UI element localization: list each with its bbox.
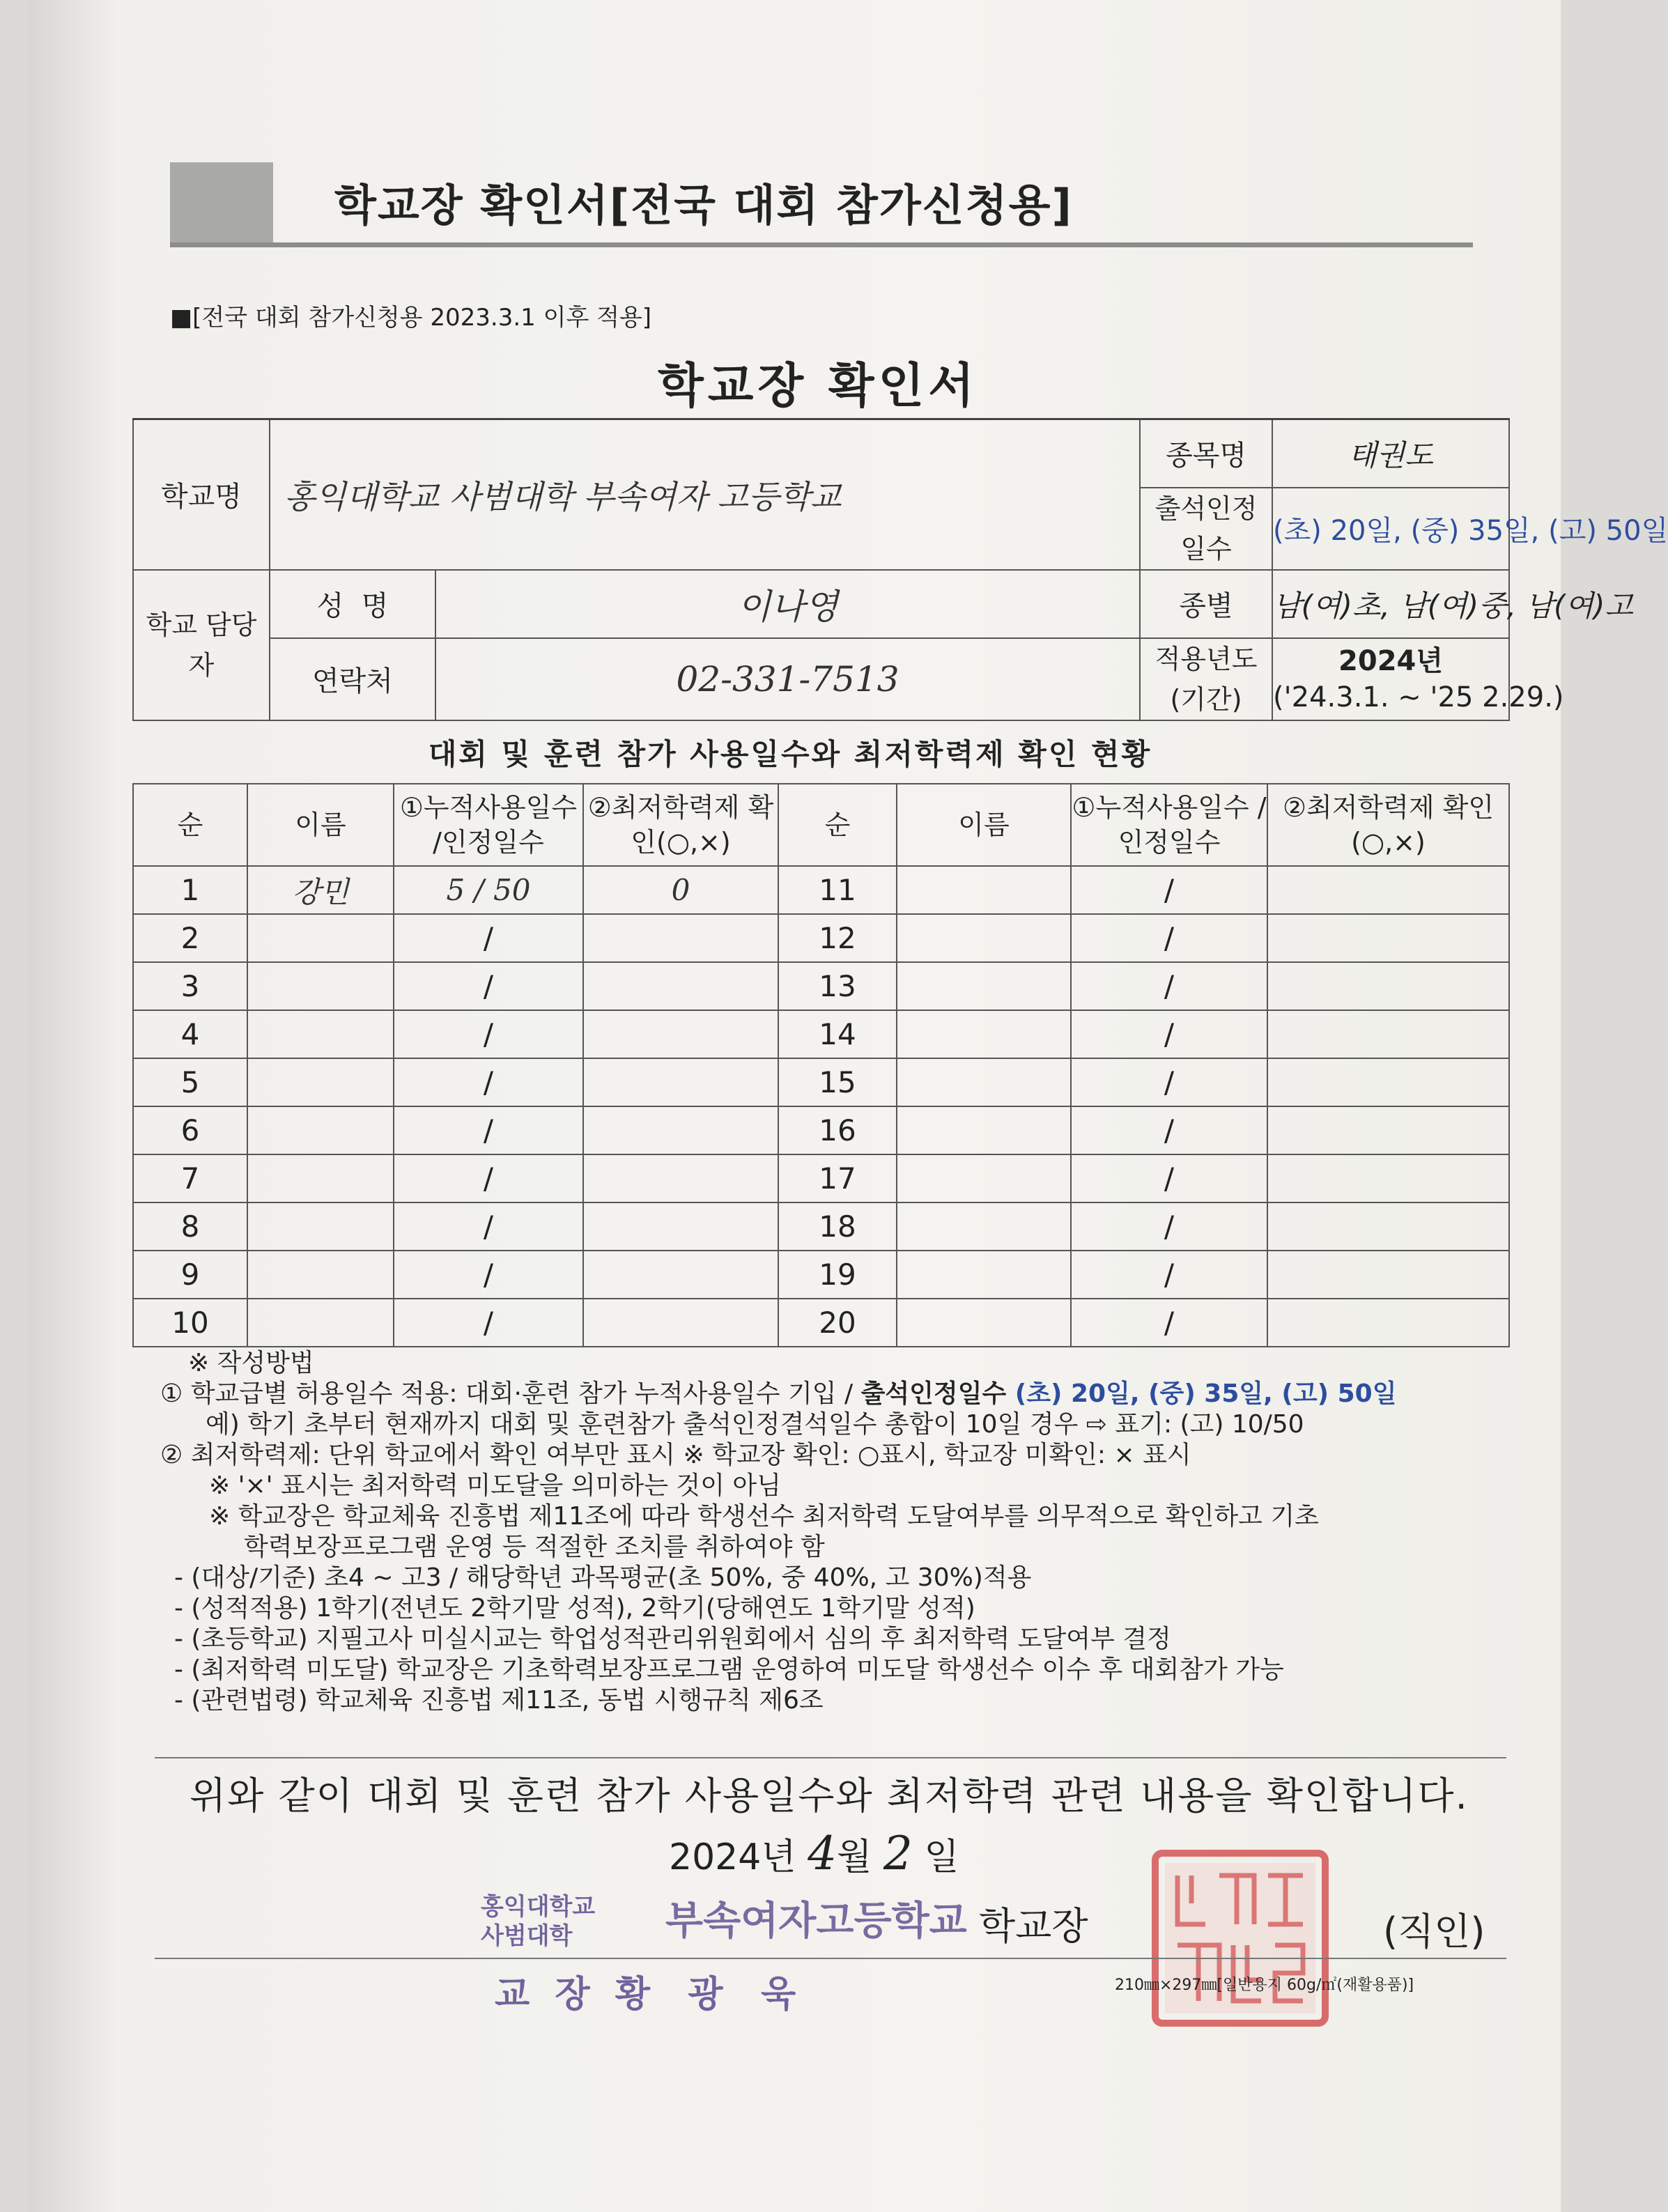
paper-spec: 210㎜×297㎜[일반용지 60g/㎡(재활용품)]: [1115, 1977, 1414, 1994]
note-8: - (최저학력 미도달) 학교장은 기초학력보장프로그램 운영하여 미도달 학생선수 이수 후 대회참가 가능: [174, 1655, 1284, 1684]
official-seal-icon: [1150, 1848, 1331, 2029]
row-name-2: [897, 866, 1071, 914]
row-days: /: [394, 914, 583, 962]
row-name: 강민: [247, 866, 394, 914]
contact-label: 연락처: [270, 638, 435, 720]
main-title: 학교장 확인서: [658, 359, 978, 414]
row-min: [583, 1251, 778, 1299]
head-days-2: ①누적사용일수 /인정일수: [1071, 784, 1267, 866]
manager-label: 학교 담당자: [133, 570, 270, 720]
date-day-label: 일: [912, 1836, 959, 1878]
row-days: /: [394, 1251, 583, 1299]
bottom-rule: [155, 1958, 1506, 1959]
row-no: 5: [133, 1058, 247, 1106]
row-days-2: /: [1071, 914, 1267, 962]
date-month-label: 월: [837, 1836, 883, 1878]
row-days: 5 / 50: [394, 866, 583, 914]
principal-label: 학교장: [979, 1904, 1088, 1948]
notes-heading: ※ 작성방법: [188, 1349, 314, 1377]
table-row: [133, 1106, 1509, 1154]
row-days-2: /: [1071, 1154, 1267, 1202]
row-min-2: [1267, 962, 1509, 1010]
row-days-2: /: [1071, 866, 1267, 914]
row-name: [247, 1010, 394, 1058]
row-no: 1: [133, 866, 247, 914]
row-no-2: 15: [778, 1058, 897, 1106]
note-1-blue: (초) 20일, (중) 35일, (고) 50일: [1014, 1379, 1397, 1408]
note-9: - (관련법령) 학교체육 진흥법 제11조, 동법 시행규칙 제6조: [174, 1686, 824, 1715]
row-name: [247, 1251, 394, 1299]
row-name-2: [897, 1202, 1071, 1251]
issue-date: [669, 1827, 959, 1880]
row-name: [247, 914, 394, 962]
row-name-2: [897, 1251, 1071, 1299]
note-1-bold: 출석인정일수: [860, 1379, 1015, 1408]
head-no-2: 순: [778, 784, 897, 866]
row-name-2: [897, 914, 1071, 962]
note-7: - (초등학교) 지필고사 미실시교는 학업성적관리위원회에서 심의 후 최저학력 도달여부 결정: [174, 1625, 1171, 1653]
row-name: [247, 962, 394, 1010]
table-row: [133, 1154, 1509, 1202]
date-day: 2: [883, 1827, 913, 1880]
row-days-2: /: [1071, 962, 1267, 1010]
sport-label: 종목명: [1140, 419, 1272, 488]
note-1-text: ① 학교급별 허용일수 적용: 대회·훈련 참가 누적사용일수 기입 /: [160, 1379, 861, 1408]
instructions: [160, 1348, 1519, 1716]
row-min-2: [1267, 914, 1509, 962]
school-name-stamp: [481, 1888, 982, 1951]
table-row: [133, 1058, 1509, 1106]
row-days: /: [394, 1010, 583, 1058]
school-label: 학교명: [133, 419, 270, 570]
row-days: /: [394, 962, 583, 1010]
row-days-2: /: [1071, 1299, 1267, 1347]
sport-value: 태권도: [1272, 419, 1509, 488]
row-min-2: [1267, 1010, 1509, 1058]
year-value: 2024년: [1338, 644, 1444, 677]
row-no: 8: [133, 1202, 247, 1251]
row-min: [583, 962, 778, 1010]
date-year: 2024년: [669, 1836, 808, 1878]
stamp-line-1: 홍익대학교: [481, 1893, 596, 1921]
row-no: 7: [133, 1154, 247, 1202]
note-5: - (대상/기준) 초4 ~ 고3 / 해당학년 과목평균(초 50%, 중 40%, 고 30%)적용: [174, 1563, 1032, 1592]
note-4-cont: 학력보장프로그램 운영 등 적절한 조치를 취하여야 함: [244, 1533, 825, 1561]
note-2: ② 최저학력제: 단위 학교에서 확인 여부만 표시 ※ 학교장 확인: ○표시, 학교장 미확인: × 표시: [160, 1441, 1191, 1469]
applied-note: ■[전국 대회 참가신청용 2023.3.1 이후 적용]: [170, 304, 652, 332]
row-min-2: [1267, 866, 1509, 914]
row-min-2: [1267, 1154, 1509, 1202]
signature-text: 교 장 황 광 욱: [495, 1973, 796, 2016]
head-days: ①누적사용일수 /인정일수: [394, 784, 583, 866]
row-no: 10: [133, 1299, 247, 1347]
row-min: [583, 914, 778, 962]
note-4: ※ 학교장은 학교체육 진흥법 제11조에 따라 학생선수 최저학력 도달여부를 의무적으로 확인하고 기초: [209, 1502, 1319, 1531]
row-days-2: /: [1071, 1058, 1267, 1106]
row-no-2: 12: [778, 914, 897, 962]
stamp-line-3: 부속여자고등학교: [665, 1898, 967, 1944]
row-min: [583, 1010, 778, 1058]
row-min-2: [1267, 1106, 1509, 1154]
attend-value: (초) 20일, (중) 35일, (고) 50일: [1272, 488, 1509, 570]
row-no-2: 19: [778, 1251, 897, 1299]
table-row: [133, 1202, 1509, 1251]
row-no: 9: [133, 1251, 247, 1299]
participation-table: [132, 783, 1510, 1347]
year-label: 적용년도 (기간): [1140, 638, 1272, 720]
row-name: [247, 1202, 394, 1251]
gender-value: 남(여)초, 남(여)중, 남(여)고: [1272, 570, 1509, 638]
header-rule: [170, 242, 1473, 247]
row-min: [583, 1154, 778, 1202]
row-days: /: [394, 1106, 583, 1154]
row-min: [583, 1202, 778, 1251]
row-no-2: 14: [778, 1010, 897, 1058]
principal-signature-stamp: [488, 1963, 989, 2026]
head-name: 이름: [247, 784, 394, 866]
table-row: [133, 866, 1509, 914]
row-no-2: 20: [778, 1299, 897, 1347]
row-days-2: /: [1071, 1251, 1267, 1299]
separator-line: [155, 1757, 1506, 1758]
note-1-example: 예) 학기 초부터 현재까지 대회 및 훈련참가 출석인정결석일수 총합이 10일 경우 ⇨ 표기: (고) 10/50: [206, 1410, 1304, 1439]
row-days-2: /: [1071, 1106, 1267, 1154]
row-no: 6: [133, 1106, 247, 1154]
row-min: [583, 1299, 778, 1347]
row-days: /: [394, 1299, 583, 1347]
name-value: 이나영: [435, 570, 1140, 638]
head-name-2: 이름: [897, 784, 1071, 866]
attend-label: 출석인정 일수: [1140, 488, 1272, 570]
table-row: [133, 1251, 1509, 1299]
row-days-2: /: [1071, 1010, 1267, 1058]
row-min-2: [1267, 1058, 1509, 1106]
head-min-2: ②최저학력제 확인(○,×): [1267, 784, 1509, 866]
note-3: ※ '×' 표시는 최저학력 미도달을 의미하는 것이 아님: [209, 1471, 781, 1500]
row-name-2: [897, 1299, 1071, 1347]
row-no: 2: [133, 914, 247, 962]
stamp-line-2: 사범대학: [481, 1922, 573, 1950]
row-no-2: 18: [778, 1202, 897, 1251]
row-min: [583, 1058, 778, 1106]
row-name-2: [897, 1058, 1071, 1106]
confirmation-statement: 위와 같이 대회 및 훈련 참가 사용일수와 최저학력 관련 내용을 확인합니다.: [190, 1774, 1469, 1818]
row-no: 4: [133, 1010, 247, 1058]
note-6: - (성적적용) 1학기(전년도 2학기말 성적), 2학기(당해연도 1학기말 성적): [174, 1594, 975, 1623]
row-days: /: [394, 1154, 583, 1202]
row-name: [247, 1154, 394, 1202]
seal-label: (직인): [1383, 1910, 1485, 1954]
row-name: [247, 1299, 394, 1347]
row-days: /: [394, 1058, 583, 1106]
header-gray-block: [170, 162, 273, 246]
row-name-2: [897, 962, 1071, 1010]
row-min-2: [1267, 1202, 1509, 1251]
row-days-2: /: [1071, 1202, 1267, 1251]
row-name-2: [897, 1106, 1071, 1154]
note-1: [160, 1379, 1519, 1409]
row-days: /: [394, 1202, 583, 1251]
row-name: [247, 1106, 394, 1154]
row-name-2: [897, 1010, 1071, 1058]
gender-label: 종별: [1140, 570, 1272, 638]
table-row: [133, 1299, 1509, 1347]
row-min: [583, 1106, 778, 1154]
header-title: 학교장 확인서[전국 대회 참가신청용]: [334, 180, 1073, 231]
school-value: 홍익대학교 사범대학 부속여자 고등학교: [270, 419, 1140, 570]
row-no-2: 16: [778, 1106, 897, 1154]
row-min-2: [1267, 1251, 1509, 1299]
year-range: ('24.3.1. ~ '25 2.29.): [1273, 681, 1564, 713]
row-no: 3: [133, 962, 247, 1010]
row-name: [247, 1058, 394, 1106]
info-table: [132, 418, 1668, 721]
head-no: 순: [133, 784, 247, 866]
date-month: 4: [808, 1827, 837, 1880]
row-min: 0: [583, 866, 778, 914]
name-label: 성 명: [270, 570, 435, 638]
row-no-2: 11: [778, 866, 897, 914]
summary-title: 대회 및 훈련 참가 사용일수와 최저학력제 확인 현황: [428, 737, 1152, 771]
table-row: [133, 1010, 1509, 1058]
row-name-2: [897, 1154, 1071, 1202]
row-min-2: [1267, 1299, 1509, 1347]
row-no-2: 17: [778, 1154, 897, 1202]
head-min: ②최저학력제 확인(○,×): [583, 784, 778, 866]
table-row: [133, 914, 1509, 962]
contact-value: 02-331-7513: [435, 638, 1140, 720]
table-row: [133, 962, 1509, 1010]
row-no-2: 13: [778, 962, 897, 1010]
